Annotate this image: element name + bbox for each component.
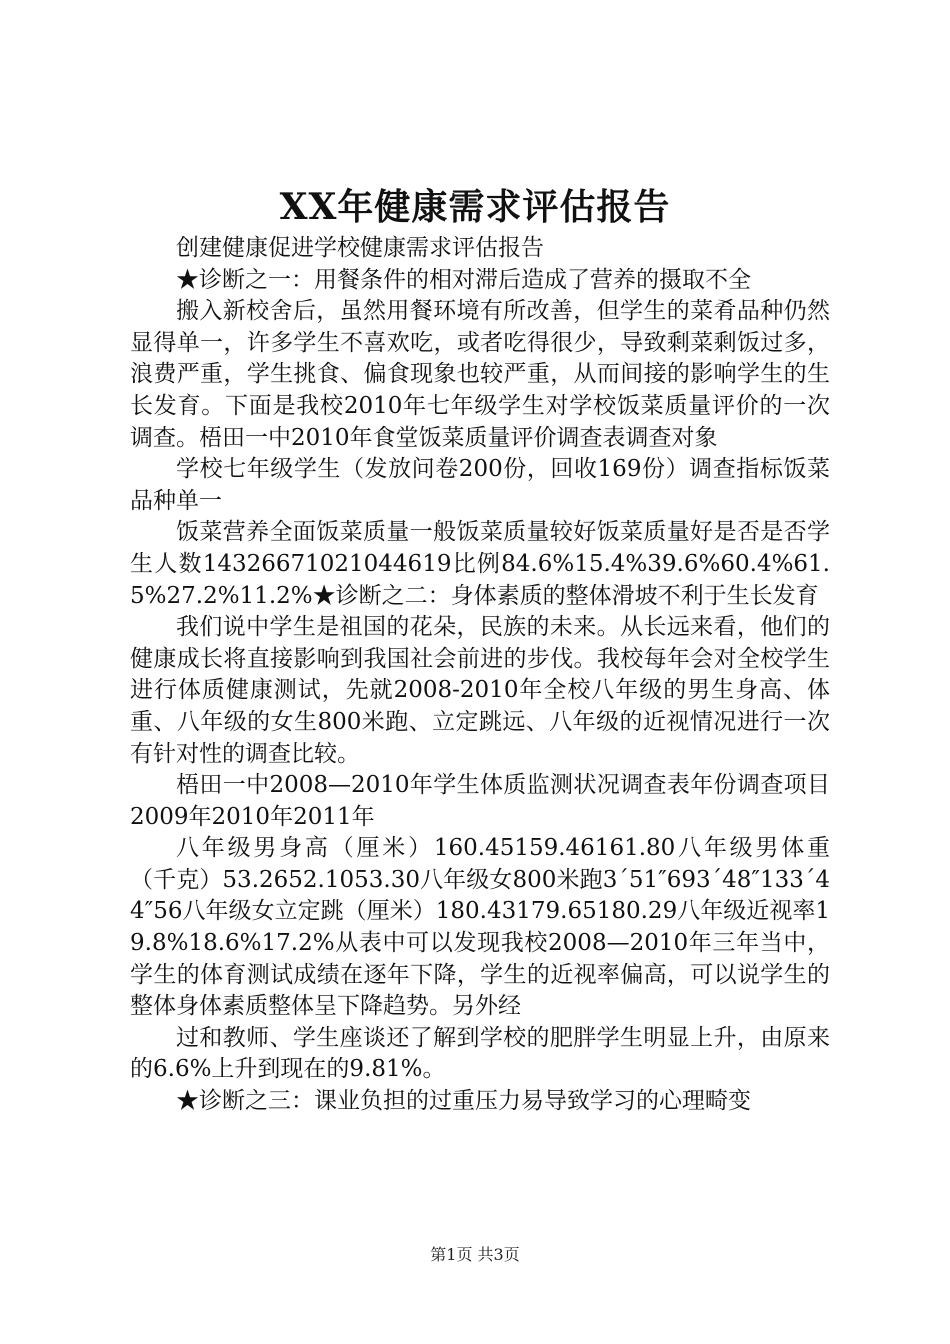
paragraph-diagnosis-3: ★诊断之三：课业负担的过重压力易导致学习的心理畸变 [176,1088,751,1115]
paragraph-fitness-table-title: 梧田一中2008—2010年学生体质监测状况调查表年份调查项目2009年2010年2011年 [130,772,830,830]
paragraph-fitness-data: 八年级男身高（厘米）160.45159.46161.80八年级男体重（千克）53.2652.1053.30八年级女800米跑3´51″693´48″133´44″56八年级女立定跳（厘米）180.43179.65180.29八年级近视率19.8%18.6%17.2%从表中可以发现我校2008—2010年三年当中，学生的体育测试成绩在逐年下降，学生的近视率偏高，可以说学生的整体身体素质整体呈下降趋势。另外经 [130,835,830,1020]
paragraph-diagnosis-1: ★诊断之一：用餐条件的相对滞后造成了营养的摄取不全 [176,266,751,293]
page-number-footer: 第1页 共3页 [430,1245,520,1264]
document-title: XX年健康需求评估报告 [279,186,671,228]
document-body [130,233,830,1118]
paragraph-obesity: 过和教师、学生座谈还了解到学校的肥胖学生明显上升，由原来的6.6%上升到现在的9.81%。 [130,1024,830,1083]
paragraph-subtitle: 创建健康促进学校健康需求评估报告 [176,235,544,261]
paragraph-dining: 搬入新校舍后，虽然用餐环境有所改善，但学生的菜肴品种仍然显得单一，许多学生不喜欢吃，或者吃得很少，导致剩菜剩饭过多，浪费严重，学生挑食、偏食现象也较严重，从而间接的影响学生的生长发育。下面是我校2010年七年级学生对学校饭菜质量评价的一次调查。梧田一中2010年食堂饭菜质量评价调查表调查对象 [130,298,830,451]
paragraph-survey-target: 学校七年级学生（发放问卷200份，回收169份）调查指标饭菜品种单一 [130,456,830,514]
paragraph-physical-health: 我们说中学生是祖国的花朵，民族的未来。从长远来看，他们的健康成长将直接影响到我国社会前进的步伐。我校每年会对全校学生进行体质健康测试，先就2008-2010年全校八年级的男生身高、体重、八年级的女生800米跑、立定跳远、八年级的近视情况进行一次有针对性的调查比较。 [130,614,830,767]
paragraph-survey-results: 饭菜营养全面饭菜质量一般饭菜质量较好饭菜质量好是否是否学生人数14326671021044619比例84.6%15.4%39.6%60.4%61.5%27.2%11.2%★诊断之二：身体素质的整体滑坡不利于生长发育 [130,519,830,609]
